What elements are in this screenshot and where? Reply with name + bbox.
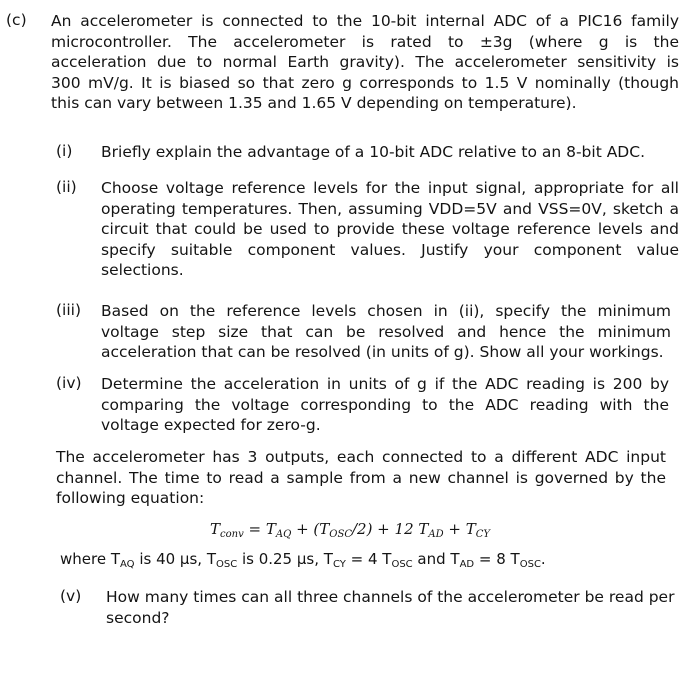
- formula-term: + (T: [296, 520, 330, 538]
- formula-term: = T: [248, 520, 276, 538]
- formula-sub: CY: [475, 529, 491, 540]
- question-iii-label: (iii): [56, 301, 82, 319]
- text-line: acceleration due to normal Earth gravity). The accelerometer sensitivity is: [51, 53, 679, 71]
- question-iii: [101, 301, 671, 363]
- formula-sub: conv: [220, 529, 244, 540]
- where-text: .: [540, 550, 546, 568]
- text-line: 300 mV/g. It is biased so that zero g corresponds to 1.5 V nominally (though: [51, 73, 679, 92]
- text-line: Choose voltage reference levels for the input signal, appropriate for all: [101, 179, 679, 197]
- where-line: [60, 550, 546, 570]
- text-line: this can vary between 1.35 and 1.65 V depending on temperature).: [51, 94, 577, 112]
- text-line: An accelerometer is connected to the 10-bit internal ADC of a PIC16 family: [51, 12, 679, 30]
- question-i-label: (i): [56, 142, 73, 160]
- text-line: microcontroller. The accelerometer is rated to ±3g (where g is the: [51, 32, 679, 51]
- text-line: second?: [106, 608, 170, 627]
- text-line: selections.: [101, 261, 184, 279]
- text-line: Determine the acceleration in units of g if the ADC reading is 200 by: [101, 375, 669, 393]
- text-line: comparing the voltage corresponding to the ADC reading with the: [101, 395, 669, 414]
- part-c-intro: [51, 11, 679, 114]
- where-text: = 4 T: [345, 550, 392, 568]
- text-line: voltage expected for zero-g.: [101, 416, 321, 434]
- where-text: is 0.25 µs, T: [237, 550, 333, 568]
- question-ii: [101, 178, 679, 281]
- text-line: operating temperatures. Then, assuming VDD=5V and VSS=0V, sketch a: [101, 199, 679, 218]
- where-text: where T: [60, 550, 120, 568]
- text-line: channel. The time to read a sample from a new channel is governed by the: [56, 468, 666, 487]
- question-ii-label: (ii): [56, 178, 77, 196]
- question-v: [106, 587, 676, 628]
- channels-paragraph: [56, 447, 666, 509]
- formula-sub: AQ: [120, 559, 135, 570]
- text-line: voltage step size that can be resolved and hence the minimum: [101, 322, 671, 341]
- formula-sub: AQ: [275, 529, 292, 540]
- where-text: and T: [412, 550, 460, 568]
- text-line: Based on the reference levels chosen in (ii), specify the minimum: [101, 302, 671, 320]
- formula-term: + T: [448, 520, 476, 538]
- text-line: Briefly explain the advantage of a 10-bit ADC relative to an 8-bit ADC.: [101, 143, 645, 161]
- formula-sub: OSC: [391, 559, 413, 570]
- text-line: following equation:: [56, 489, 205, 507]
- where-text: = 8 T: [474, 550, 520, 568]
- text-line: How many times can all three channels of the accelerometer be read per: [106, 588, 675, 606]
- question-iv: [101, 374, 669, 436]
- formula-sub: OSC: [519, 559, 541, 570]
- question-i: [101, 142, 661, 163]
- formula-sub: OSC: [329, 529, 352, 540]
- formula-sub: OSC: [215, 559, 238, 570]
- text-line: specify suitable component values. Justify your component value: [101, 240, 679, 259]
- timing-equation: [210, 520, 490, 540]
- formula-lhs: T: [210, 520, 221, 538]
- text-line: circuit that could be used to provide these voltage reference levels and: [101, 220, 679, 238]
- part-c-label: (c): [6, 11, 27, 29]
- question-v-label: (v): [60, 587, 82, 605]
- where-text: is 40 µs, T: [134, 550, 216, 568]
- formula-term: /2) + 12 T: [351, 520, 429, 538]
- text-line: The accelerometer has 3 outputs, each connected to a different ADC input: [56, 448, 666, 466]
- formula-sub: AD: [459, 559, 475, 570]
- text-line: acceleration that can be resolved (in units of g). Show all your workings.: [101, 343, 664, 361]
- formula-sub: AD: [428, 529, 444, 540]
- formula-sub: CY: [332, 559, 346, 570]
- question-iv-label: (iv): [56, 374, 82, 392]
